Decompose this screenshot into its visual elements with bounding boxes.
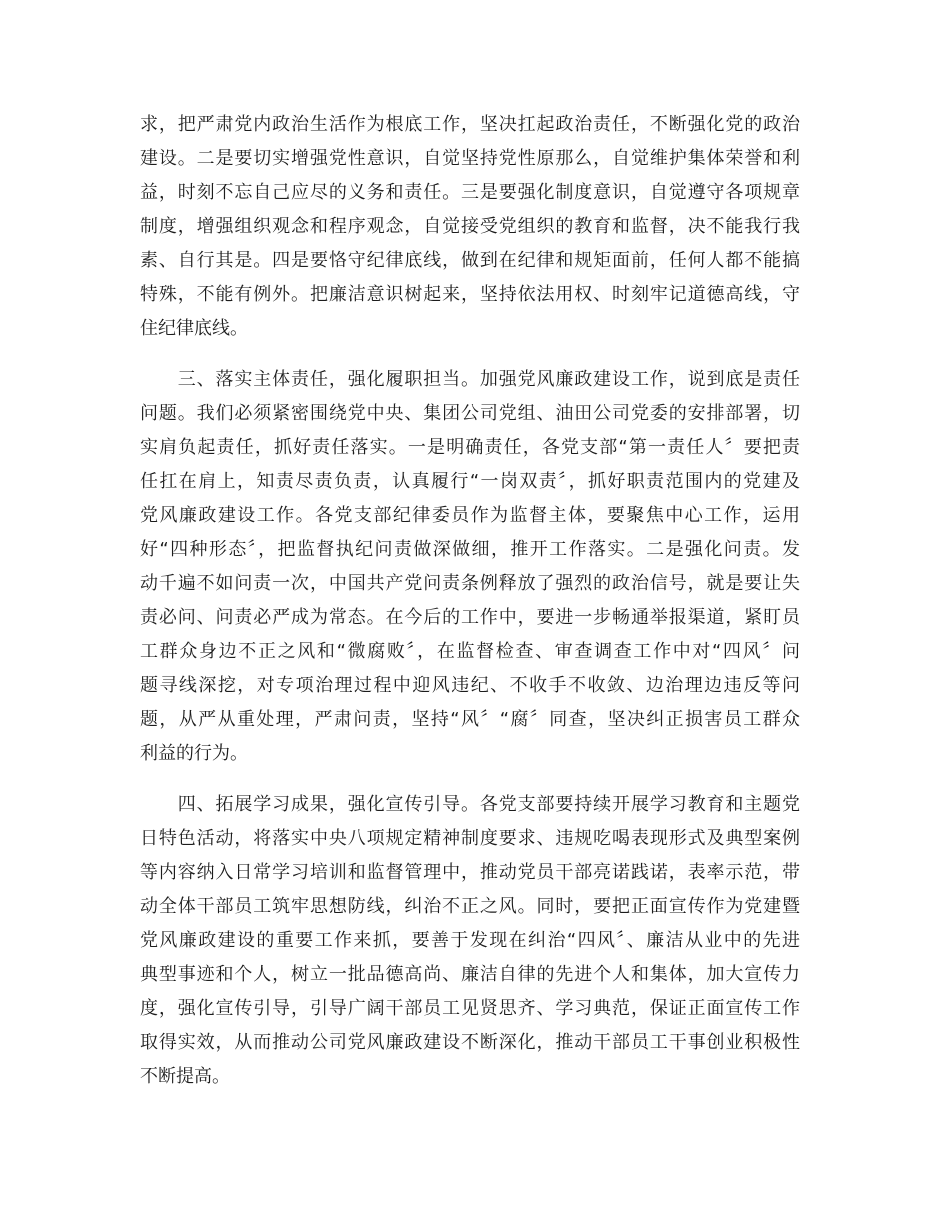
text-line: 任扛在肩上，知责尽责负责，认真履行“一岗双责〞，抓好职责范围内的党建及	[140, 471, 800, 492]
text-line: 日特色活动，将落实中央八项规定精神制度要求、违规吃喝表现形式及典型案例	[140, 828, 800, 849]
paragraph-section-four	[140, 788, 800, 1094]
paragraph-section-three	[140, 363, 800, 771]
text-line: 益，时刻不忘自己应尽的义务和责任。三是要强化制度意识，自觉遵守各项规章	[140, 182, 800, 203]
text-line: 度，强化宣传引导，引导广阔干部员工见贤思齐、学习典范，保证正面宣传工作	[140, 998, 800, 1019]
text-line: 四、拓展学习成果，强化宣传引导。各党支部要持续开展学习教育和主题党	[140, 794, 800, 815]
text-line: 不断提高。	[140, 1066, 230, 1087]
text-line: 工群众身边不正之风和“微腐败〞，在监督检查、审查调查工作中对“四风〞问	[140, 641, 800, 662]
text-line: 等内容纳入日常学习培训和监督管理中，推动党员干部亮诺践诺，表率示范，带	[140, 862, 800, 883]
text-line: 题寻线深挖，对专项治理过程中迎风违纪、不收手不收敛、边治理边违反等问	[140, 675, 800, 696]
paragraph-political-discipline	[140, 108, 800, 346]
text-line: 利益的行为。	[140, 743, 248, 764]
text-line: 求，把严肃党内政治生活作为根底工作，坚决扛起政治责任，不断强化党的政治	[140, 114, 800, 135]
text-line: 制度，增强组织观念和程序观念，自觉接受党组织的教育和监督，决不能我行我	[140, 216, 800, 237]
text-line: 实肩负起责任，抓好责任落实。一是明确责任，各党支部“第一责任人〞要把责	[140, 437, 800, 458]
text-line: 责必问、问责必严成为常态。在今后的工作中，要进一步畅通举报渠道，紧盯员	[140, 607, 800, 628]
text-line: 党风廉政建设的重要工作来抓，要善于发现在纠治“四风〞、廉洁从业中的先进	[140, 930, 800, 951]
text-line: 取得实效，从而推动公司党风廉政建设不断深化，推动干部员工干事创业积极性	[140, 1032, 800, 1053]
text-line: 动千遍不如问责一次，中国共产党问责条例释放了强烈的政治信号，就是要让失	[140, 573, 800, 594]
text-line: 问题。我们必须紧密围绕党中央、集团公司党组、油田公司党委的安排部署，切	[140, 403, 800, 424]
text-line: 建设。二是要切实增强党性意识，自觉坚持党性原那么，自觉维护集体荣誉和利	[140, 148, 800, 169]
text-line: 动全体干部员工筑牢思想防线，纠治不正之风。同时，要把正面宣传作为党建暨	[140, 896, 800, 917]
text-line: 典型事迹和个人，树立一批品德高尚、廉洁自律的先进个人和集体，加大宣传力	[140, 964, 800, 985]
text-line: 题，从严从重处理，严肃问责，坚持“风〞“腐〞同查，坚决纠正损害员工群众	[140, 709, 800, 730]
text-line: 住纪律底线。	[140, 318, 248, 339]
text-line: 三、落实主体责任，强化履职担当。加强党风廉政建设工作，说到底是责任	[140, 369, 800, 390]
text-line: 党风廉政建设工作。各党支部纪律委员作为监督主体，要聚焦中心工作，运用	[140, 505, 800, 526]
text-line: 好“四种形态〞，把监督执纪问责做深做细，推开工作落实。二是强化问责。发	[140, 539, 800, 560]
text-line: 特殊，不能有例外。把廉洁意识树起来，坚持依法用权、时刻牢记道德高线，守	[140, 284, 800, 305]
text-line: 素、自行其是。四是要恪守纪律底线，做到在纪律和规矩面前，任何人都不能搞	[140, 250, 800, 271]
